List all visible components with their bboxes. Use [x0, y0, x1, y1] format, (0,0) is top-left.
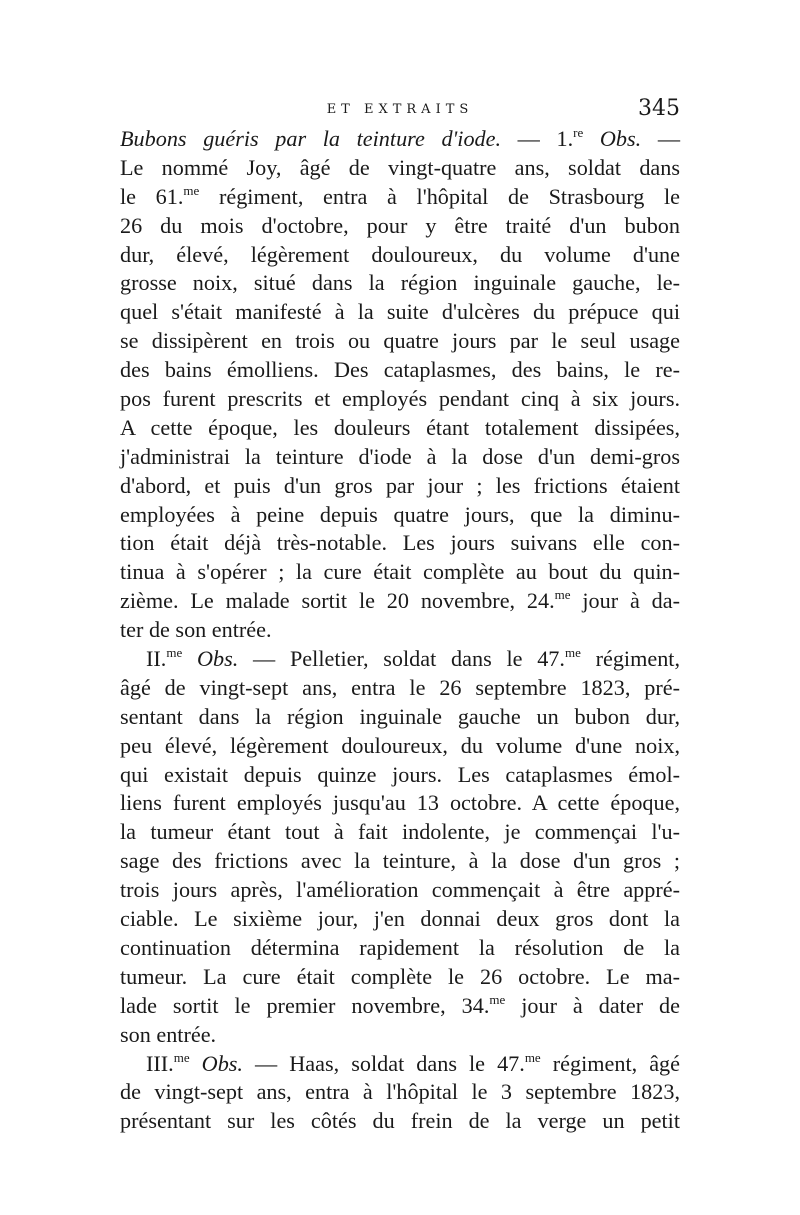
text-line [120, 529, 680, 558]
text-segment: se dissipèrent en trois ou quatre jours par le seul usage [120, 328, 680, 354]
text-segment: la tumeur étant tout à fait indolente, je commençai l'u- [120, 819, 680, 845]
text-segment: ciable. Le sixième jour, j'en donnai deux gros dont la [120, 906, 680, 932]
text-segment: 26 du mois d'octobre, pour y être traité d'un bubon [120, 212, 680, 238]
text-line [120, 298, 680, 327]
text-line [120, 414, 680, 443]
text-line [120, 443, 680, 472]
text-segment: me [183, 182, 200, 198]
text-line [120, 1050, 680, 1079]
text-line [120, 847, 680, 876]
text-segment: III. [146, 1050, 174, 1076]
text-segment: régiment, entra à l'hôpital de Strasbourg le [199, 183, 681, 209]
text-line [120, 674, 680, 703]
text-line [120, 501, 680, 530]
text-segment: de vingt-sept ans, entra à l'hôpital le 3 septembre 1823, [120, 1079, 680, 1105]
text-segment [190, 1051, 202, 1076]
text-line [120, 154, 680, 183]
text-segment: jour à da- [570, 588, 680, 614]
text-segment: me [524, 1049, 541, 1065]
text-segment: qui existait depuis quinze jours. Les cataplasmes émol- [120, 761, 680, 787]
text-segment: — Haas, soldat dans le 47. [242, 1050, 525, 1076]
text-segment: me [173, 1049, 190, 1065]
text-line [120, 645, 680, 674]
text-segment: grosse noix, situé dans la région inguinale gauche, le- [120, 270, 680, 296]
text-segment: lade sortit le premier novembre, 34. [120, 992, 490, 1018]
text-line [120, 789, 680, 818]
text-segment: des bains émolliens. Des cataplasmes, des bains, le re- [120, 357, 680, 383]
text-segment: Obs. [599, 126, 642, 151]
text-segment: le 61. [120, 183, 184, 209]
text-segment: me [166, 645, 183, 661]
text-line [120, 992, 680, 1021]
text-segment: Obs. [201, 1050, 243, 1076]
text-segment: Bubons guéris par la teinture d'iode. [120, 126, 502, 151]
text-segment: régiment, [580, 646, 680, 672]
text-line [120, 703, 680, 732]
text-line [120, 1107, 680, 1136]
text-segment: d'abord, et puis d'un gros par jour ; les frictions étaient [120, 472, 680, 498]
text-line [120, 327, 680, 356]
text-segment: présentant sur les côtés du frein de la verge un petit [120, 1108, 680, 1134]
text-segment: quel s'était manifesté à la suite d'ulcères du prépuce qui [120, 299, 680, 325]
text-segment: j'administrai la teinture d'iode à la dose d'un demi-gros [120, 443, 680, 469]
text-line [120, 269, 680, 298]
text-line [120, 876, 680, 905]
text-segment: son entrée. [120, 1021, 217, 1047]
text-segment: sage des frictions avec la teinture, à la dose d'un gros ; [120, 848, 680, 874]
text-line [120, 558, 680, 587]
text-line [120, 616, 680, 645]
text-segment: tumeur. La cure était complète le 26 octobre. Le ma- [120, 963, 680, 989]
text-segment: me [554, 587, 571, 603]
text-segment: liens furent employés jusqu'au 13 octobre. A cette époque, [120, 790, 680, 816]
text-segment: Le nommé Joy, âgé de vingt-quatre ans, soldat dans [120, 154, 680, 180]
text-segment: — [641, 126, 681, 151]
text-segment: — 1. [501, 126, 574, 151]
text-line [120, 212, 680, 241]
text-segment: tion était déjà très-notable. Les jours suivans elle con- [120, 530, 680, 556]
text-segment: continuation détermina rapidement la résolution de la [120, 934, 680, 960]
text-line [120, 587, 680, 616]
text-segment: me [564, 645, 581, 661]
text-segment: trois jours après, l'amélioration commençait à être appré- [120, 877, 680, 903]
text-line [120, 1021, 680, 1050]
text-segment: me [489, 991, 506, 1007]
text-segment: peu élevé, légèrement douloureux, du volume d'une noix, [120, 732, 680, 758]
text-line [120, 183, 680, 212]
text-line [120, 818, 680, 847]
text-segment: tinua à s'opérer ; la cure était complète au bout du quin- [120, 559, 680, 585]
text-line [120, 761, 680, 790]
text-segment: re [573, 125, 584, 140]
text-segment: régiment, âgé [540, 1050, 681, 1076]
text-segment [583, 126, 600, 151]
text-line [120, 385, 680, 414]
text-segment: âgé de vingt-sept ans, entra le 26 septembre 1823, pré- [120, 674, 680, 700]
running-head: ET EXTRAITS [326, 102, 474, 117]
text-segment: ter de son entrée. [120, 617, 272, 643]
text-line [120, 732, 680, 761]
text-line [120, 472, 680, 501]
text-line [120, 356, 680, 385]
text-segment: jour à dater de [505, 992, 680, 1018]
page-header [120, 96, 680, 126]
text-segment: sentant dans la région inguinale gauche un bubon dur, [120, 703, 680, 729]
body-text [120, 125, 680, 1136]
text-line [120, 241, 680, 270]
page-number: 345 [638, 96, 680, 121]
text-segment: pos furent prescrits et employés pendant cinq à six jours. [120, 386, 680, 412]
text-line [120, 905, 680, 934]
text-line [120, 934, 680, 963]
text-segment: employées à peine depuis quatre jours, que la diminu- [120, 501, 680, 527]
text-line [120, 963, 680, 992]
text-segment: zième. Le malade sortit le 20 novembre, 24. [120, 588, 555, 614]
text-line [120, 1078, 680, 1107]
text-segment: dur, élevé, légèrement douloureux, du volume d'une [120, 241, 680, 267]
text-segment: Obs. [196, 646, 239, 672]
text-segment: A cette époque, les douleurs étant totalement dissipées, [120, 414, 680, 440]
text-segment [182, 646, 197, 671]
text-segment: — Pelletier, soldat dans le 47. [238, 646, 565, 672]
text-segment: II. [146, 646, 167, 672]
text-line [120, 125, 680, 154]
